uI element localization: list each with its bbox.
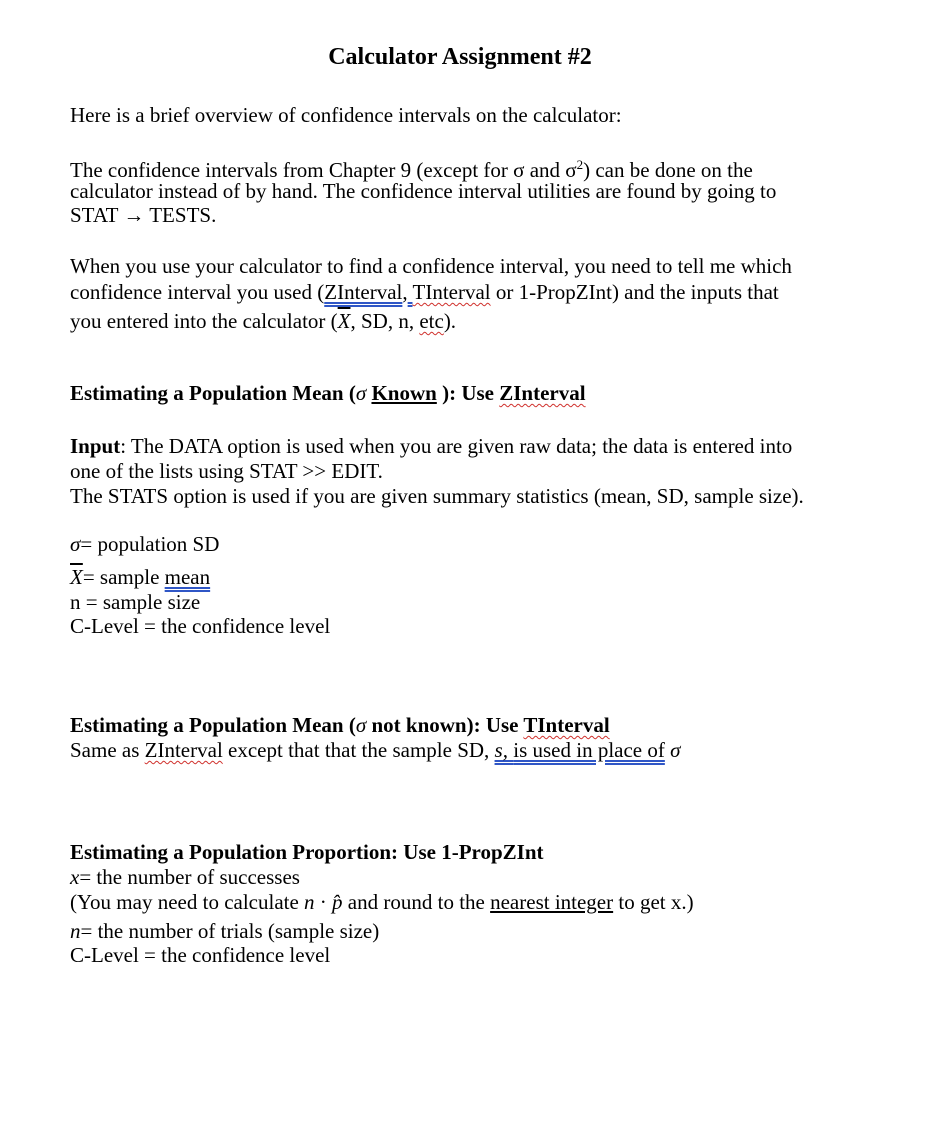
sigma-def-text: = population SD <box>80 532 220 556</box>
input-label: Input <box>70 434 121 458</box>
p2-comma: , <box>402 280 408 304</box>
known-term: Known <box>371 381 437 405</box>
p2-text-e: ). <box>443 309 457 333</box>
overview-line: Here is a brief overview of confidence intervals on the calculator: <box>70 103 622 127</box>
input-text-1: : The DATA option is used when you are given raw data; the data is entered into <box>120 434 793 458</box>
s2-heading-b: not known): Use <box>366 713 524 737</box>
paragraph2-line1: When you use your calculator to find a confidence interval, you need to tell me which <box>70 254 792 278</box>
section1-heading <box>70 381 586 405</box>
paragraph2-line2 <box>70 280 779 304</box>
p2-text-b: or 1-PropZInt) and the inputs that <box>490 280 779 304</box>
zinterval-heading-term: ZInterval <box>499 381 586 405</box>
calc-text-c: to get x.) <box>613 890 694 914</box>
def-sigma <box>70 532 219 556</box>
xbar-def-symbol: $\overline{X}$ <box>70 565 83 589</box>
x-var: x <box>70 865 80 889</box>
zinterval-body-term: ZInterval <box>144 738 223 762</box>
x-def-text: = the number of successes <box>79 865 300 889</box>
p2-text-a: confidence interval you used ( <box>70 280 325 304</box>
def-n: n = sample size <box>70 590 201 614</box>
nearest-integer-term: nearest integer <box>490 890 614 914</box>
zinterval-term: ZInterval <box>324 280 403 304</box>
paragraph2-line3 <box>70 309 456 333</box>
s2-body-a: Same as <box>70 738 145 762</box>
s2-heading-a: Estimating a Population Mean ( <box>70 713 356 737</box>
p1-superscript: 2 <box>576 157 584 172</box>
paragraph1-line1 <box>70 153 753 182</box>
paragraph1-line3: STAT → TESTS. <box>70 203 217 227</box>
def-xbar <box>70 565 210 589</box>
x-bar-symbol: $\overline{X}$ <box>337 309 351 333</box>
s1-heading-b: ): Use <box>436 381 500 405</box>
sigma-def-symbol: σ <box>70 532 81 556</box>
tinterval-heading-term: TInterval <box>523 713 610 737</box>
def-clevel: C-Level = the confidence level <box>70 614 331 638</box>
p1-text-a: The confidence intervals from Chapter 9 (except for σ and σ <box>70 158 577 182</box>
def-clevel-2: C-Level = the confidence level <box>70 943 331 967</box>
tinterval-term: TInterval <box>412 280 491 304</box>
s-term: s, <box>494 738 514 762</box>
sigma-symbol-3: σ <box>670 738 681 762</box>
calc-text-b: and round to the <box>342 890 491 914</box>
section3-heading: Estimating a Population Proportion: Use 1-PropZInt <box>70 840 544 864</box>
p1-text-b: ) can be done on the <box>583 158 753 182</box>
n-var: n <box>304 890 315 914</box>
n-var-2: n <box>70 919 81 943</box>
dot-symbol: · <box>314 890 333 914</box>
input-line1 <box>70 434 792 458</box>
xbar-def-text: = sample <box>82 565 165 589</box>
s1-heading-a: Estimating a Population Mean ( <box>70 381 356 405</box>
calc-line <box>70 890 694 914</box>
def-x <box>70 865 300 889</box>
etc-term: etc <box>419 309 444 333</box>
page-title: Calculator Assignment #2 <box>328 44 592 70</box>
section2-heading <box>70 713 610 737</box>
calc-text-a: (You may need to calculate <box>70 890 305 914</box>
p2-text-c: you entered into the calculator ( <box>70 309 338 333</box>
p-hat-symbol: p̂ <box>332 890 343 914</box>
input-line3: The STATS option is used if you are given summary statistics (mean, SD, sample size). <box>70 484 804 508</box>
s2-body-b: except that that the sample SD, <box>222 738 495 762</box>
n-def-text: = the number of trials (sample size) <box>80 919 380 943</box>
section2-body <box>70 738 680 762</box>
mean-term: mean <box>164 565 211 589</box>
p2-text-d: , SD, n, <box>350 309 420 333</box>
s2-body-c: is used in place of <box>513 738 665 762</box>
sigma-symbol: σ <box>355 381 367 405</box>
def-n-trials <box>70 919 379 943</box>
paragraph1-line2: calculator instead of by hand. The confidence interval utilities are found by going to <box>70 179 777 203</box>
sigma-symbol-2: σ <box>355 713 367 737</box>
input-line2: one of the lists using STAT >> EDIT. <box>70 459 383 483</box>
